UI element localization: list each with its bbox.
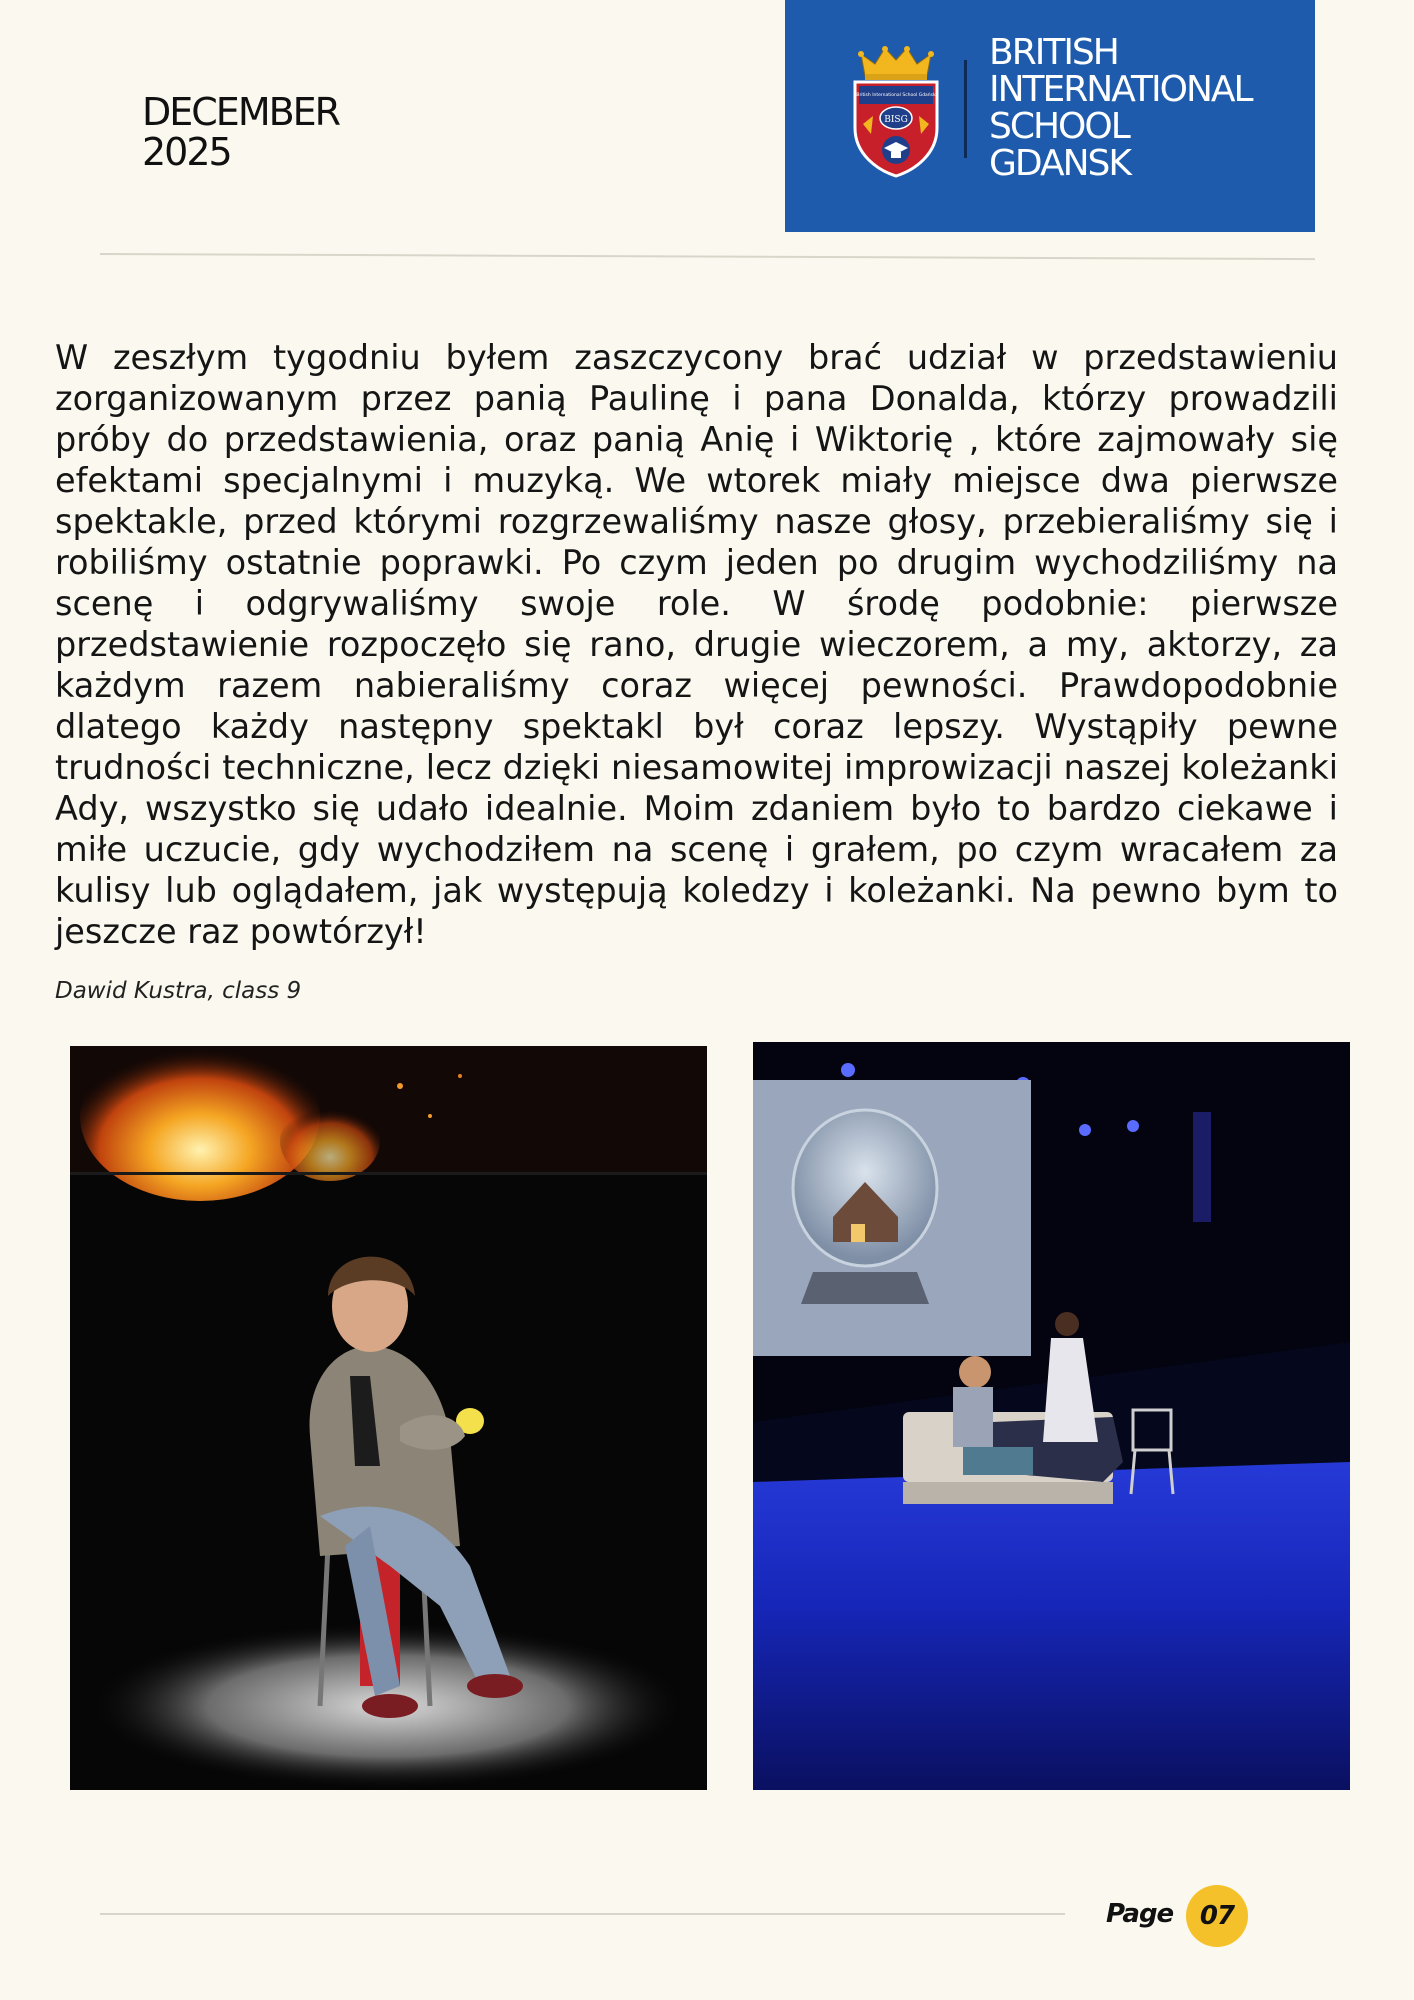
page-label: Page [1106,1899,1174,1929]
logo-divider [964,60,967,158]
school-name-line-4: GDANSK [989,143,1130,184]
header-divider [100,253,1315,260]
issue-date [142,92,339,172]
school-name-line-1: BRITISH [989,32,1118,73]
school-logo-banner [785,0,1315,232]
school-crest-icon [851,46,941,178]
article-author: Dawid Kustra, class 9 [55,978,302,1004]
crest-banner-text: British International School Gdańsk [856,93,936,98]
school-name-line-3: SCHOOL [989,106,1129,147]
photo-stage-snow-globe [753,1042,1350,1790]
issue-year: 2025 [142,130,231,174]
footer-divider [100,1913,1065,1915]
issue-month: DECEMBER [142,90,340,134]
school-name-line-2: INTERNATIONAL [989,69,1252,110]
article-body: W zeszłym tygodniu byłem zaszczycony brać udział w przedstawieniu zorganizowanym przez panią Paulinę i pana Donalda, którzy prowadzili próby do przedstawienia, oraz panią Anię i Wiktorię , które zajmowały się efektami specjalnymi i muzyką. We wtorek miały miejsce dwa pierwsze spektakle, przed którymi rozgrzewaliśmy nasze głosy, przebieraliśmy się i robiliśmy ostatnie poprawki. Po czym jeden po drugim wychodziliśmy na scenę i odgrywaliśmy swoje role. W środę podobnie: pierwsze przedstawienie rozpoczęło się rano, drugie wieczorem, a my, aktorzy, za każdym razem nabieraliśmy coraz więcej pewności. Prawdopodobnie dlatego każdy następny spektakl był coraz lepszy. Wystąpiły pewne trudności techniczne, lecz dzięki niesamowitej improwizacji naszej koleżanki Ady, wszystko się udało idealnie. Moim zdaniem było to bardzo ciekawe i miłe uczucie, gdy wychodziłem na scenę i grałem, po czym wracałem za kulisy lub oglądałem, jak występują koledzy i koleżanki. Na pewno bym to jeszcze raz powtórzył! [55,338,1338,951]
school-name [989,34,1252,182]
crest-initials: BISG [884,115,908,125]
page-number-badge: 07 [1186,1885,1248,1947]
photo-actress-on-chair [70,1046,707,1790]
